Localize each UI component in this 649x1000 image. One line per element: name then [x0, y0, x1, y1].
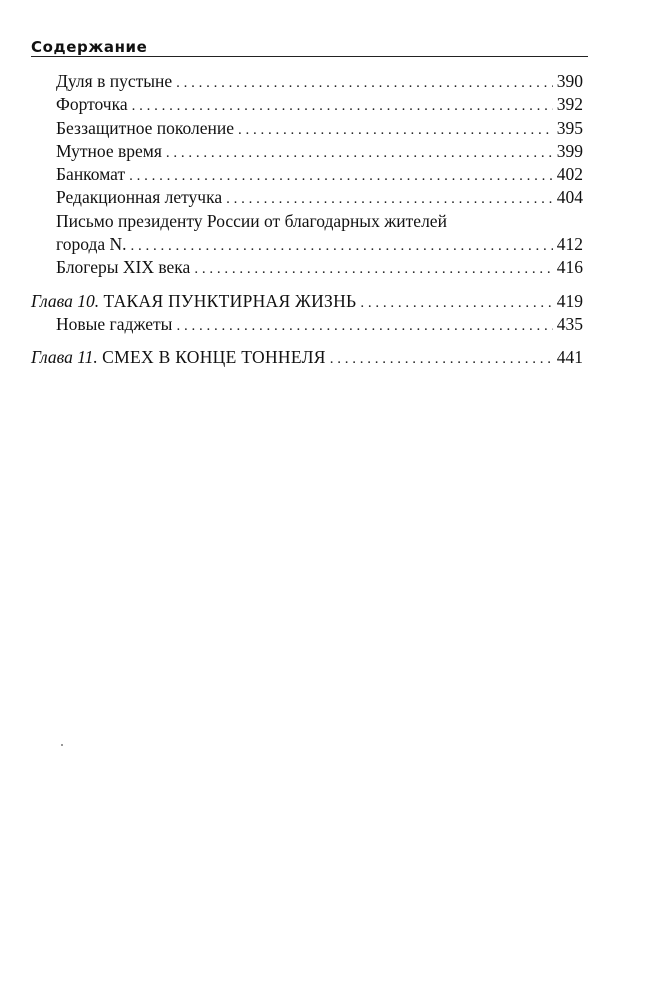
toc-entry[interactable]: [31, 256, 583, 279]
toc-entry[interactable]: [31, 313, 583, 336]
dot-leader: [238, 119, 553, 142]
dot-leader: [194, 258, 552, 281]
toc-entry-title-line1: Письмо президенту России от благодарных жителей: [56, 210, 447, 231]
dot-leader: [360, 292, 552, 315]
toc-entry-page: 399: [556, 140, 583, 161]
toc-chapter-page: 419: [556, 290, 583, 311]
toc-entry-page: 416: [556, 257, 583, 278]
toc-entry-title-line2: города N.: [56, 234, 127, 255]
toc-entry[interactable]: [31, 140, 583, 163]
toc-entry-page: 404: [556, 187, 583, 208]
dot-leader: [176, 315, 552, 338]
dot-leader: [176, 72, 553, 95]
toc-entry[interactable]: [31, 186, 583, 209]
toc-entry-title: Новые гаджеты: [56, 313, 173, 334]
dot-leader: [131, 235, 553, 258]
dot-leader: [166, 142, 553, 165]
header-rule: [31, 56, 588, 57]
chapter-label: Глава 10.: [31, 290, 100, 311]
toc-entry[interactable]: [31, 93, 583, 116]
toc-entry-title: Мутное время: [56, 140, 162, 161]
toc-chapter[interactable]: [31, 290, 583, 313]
toc-entry-page: 412: [556, 234, 583, 255]
toc-entry-title: Блогеры XIX века: [56, 257, 191, 278]
toc-entry-wrapped[interactable]: [31, 210, 583, 257]
toc-entry-page: 435: [556, 313, 583, 334]
toc-entry-title: Форточка: [56, 94, 128, 115]
dot-leader: [330, 348, 553, 371]
table-of-contents: [31, 70, 583, 370]
toc-entry[interactable]: [31, 117, 583, 140]
toc-entry-title: Беззащитное поколение: [56, 117, 235, 138]
toc-entry[interactable]: [31, 70, 583, 93]
dot-leader: [132, 95, 553, 118]
toc-entry-page: 395: [556, 117, 583, 138]
toc-chapter[interactable]: [31, 346, 583, 369]
toc-entry-page: 390: [556, 71, 583, 91]
chapter-label: Глава 11.: [31, 347, 98, 368]
toc-entry-page: 392: [556, 94, 583, 115]
toc-entry-page: 402: [556, 164, 583, 185]
print-speck: [61, 744, 63, 746]
chapter-title: ТАКАЯ ПУНКТИРНАЯ ЖИЗНЬ: [103, 290, 357, 311]
chapter-title: СМЕХ В КОНЦЕ ТОННЕЛЯ: [102, 347, 326, 368]
running-header: Содержание: [31, 38, 148, 56]
dot-leader: [129, 165, 553, 188]
toc-entry-title: Редакционная летучка: [56, 187, 223, 208]
toc-entry-title-line2-row: [31, 233, 583, 256]
toc-chapter-page: 441: [556, 347, 583, 368]
toc-entry-title: Банкомат: [56, 164, 126, 185]
toc-entry[interactable]: [31, 163, 583, 186]
toc-entry-title: Дуля в пустыне: [56, 71, 173, 91]
dot-leader: [226, 188, 553, 211]
